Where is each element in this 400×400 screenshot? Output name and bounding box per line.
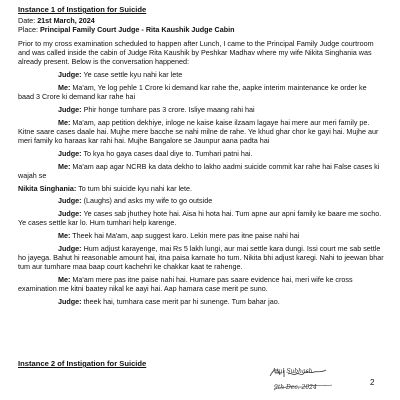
- date-value: 21st March, 2024: [37, 15, 95, 25]
- dialogue-text: Ma'am, aap petition dekhiye, inloge ne kaise kaise ilzaam lagaye hai mere aur meri family pe. Kitne saare cases daale hai. Mujhe mere bacche se nahi milne de rahe. Ye khud ghar chor ke gayi hai. Mujhe aur meri family ko haraas kar rahi hai. Mujhe Bangalore se Jaunpur aana padta hai: [18, 118, 379, 145]
- speaker-name: Judge:: [58, 148, 82, 158]
- section-heading: Instance 1 of Instigation for Suicide: [18, 5, 147, 14]
- dialogue-line: [18, 185, 384, 194]
- signature-date: 9th Dec. 2024: [274, 384, 317, 391]
- speaker-name: Me:: [58, 83, 71, 93]
- intro-paragraph: Prior to my cross examination scheduled to happen after Lunch, I came to the Principal Family Judge courtroom and was called inside the cabin of Judge Rita Kaushik by Peshkar Madhav where my wife Nikita Singhania was already present. Below is the conversation happened:: [18, 38, 374, 66]
- dialogue-line: [18, 119, 384, 146]
- dialogue-text: theek hai, tumhara case merit par hi sunenge. Tum bahar jao.: [83, 296, 280, 306]
- dialogue-text: Hum adjust karayenge, mai Rs 5 lakh lungi, aur mai settle kara dungi. Issi court me sab settle ho jayega. Bahut hi reasonable amount hai, itna paisa karnate ho tum. Nikita bhi adjust karegi. Nahi to jeewan bhar tum aur tumhare maa baap court kachehri ke chakkar kaat te rahenge.: [18, 244, 384, 271]
- speaker-name: Judge:: [58, 244, 82, 254]
- dialogue-text: Phir honge tumhare pas 3 crore. Isliye maang rahi hai: [83, 105, 255, 115]
- dialogue-text: (Laughs) and asks my wife to go outside: [83, 196, 213, 206]
- signature-name: Atul Subhash: [272, 368, 313, 375]
- dialogue-line: [18, 106, 384, 115]
- dialogue-line: [18, 298, 384, 307]
- dialogue-text: Theek hai Ma'am, aap suggest karo. Lekin mere pas itne paise nahi hai: [72, 231, 300, 241]
- date-label: Date:: [18, 15, 36, 25]
- dialogue-text: Ma'am aap agar NCRB ka data dekho to lakho aadmi suicide commit kar rahe hai False cases ki wajah se: [18, 161, 380, 180]
- dialogue-line: [18, 210, 384, 228]
- dialogue-line: [18, 245, 384, 272]
- page-number: 2: [370, 378, 375, 387]
- dialogue-text: To tum bhi suicide kyu nahi kar lete.: [78, 183, 193, 193]
- dialogue-line: [18, 163, 384, 181]
- dialogue-text: Ma'am mere pas itne paise nahi hai. Humare pas saare evidence hai, meri wife ke cross examination me kitni baatey nikal ke aayi hai. Aap hamara case merit pe suno.: [18, 274, 353, 293]
- place-line: [18, 26, 384, 35]
- speaker-name: Judge:: [58, 196, 82, 206]
- speaker-name: Nikita Singhania:: [18, 183, 77, 193]
- conversation: [18, 71, 384, 306]
- dialogue-line: [18, 84, 384, 102]
- speaker-name: Judge:: [58, 70, 82, 80]
- dialogue-line: [18, 150, 384, 159]
- section-heading-2: Instance 2 of Instigation for Suicide: [18, 359, 147, 368]
- place-value: Principal Family Court Judge - Rita Kaushik Judge Cabin: [39, 24, 235, 34]
- handwritten-signature: [266, 362, 338, 394]
- speaker-name: Me:: [58, 118, 71, 128]
- dialogue-line: [18, 197, 384, 206]
- speaker-name: Judge:: [58, 209, 82, 219]
- speaker-name: Judge:: [58, 105, 82, 115]
- dialogue-line: [18, 71, 384, 80]
- dialogue-text: Ye cases sab jhuthey hote hai. Aisa hi hota hai. Tum apne aur apni family ke baare me socho. Ye cases settle kar lo. Hum tumhari help karenge.: [18, 209, 382, 228]
- speaker-name: Me:: [58, 161, 71, 171]
- speaker-name: Judge:: [58, 296, 82, 306]
- speaker-name: Me:: [58, 274, 71, 284]
- place-label: Place:: [18, 24, 38, 34]
- speaker-name: Me:: [58, 231, 71, 241]
- dialogue-line: [18, 232, 384, 241]
- dialogue-text: Ye case settle kyu nahi kar lete: [83, 70, 183, 80]
- dialogue-text: To kya ho gaya cases daal diye to. Tumhari patni hai.: [83, 148, 253, 158]
- dialogue-text: Ma'am, Ye log pehle 1 Crore ki demand kar rahe the, aapke interim maintenance ke order ke baad 3 Crore ki demand kar rahe hai: [18, 83, 367, 102]
- dialogue-line: [18, 276, 384, 294]
